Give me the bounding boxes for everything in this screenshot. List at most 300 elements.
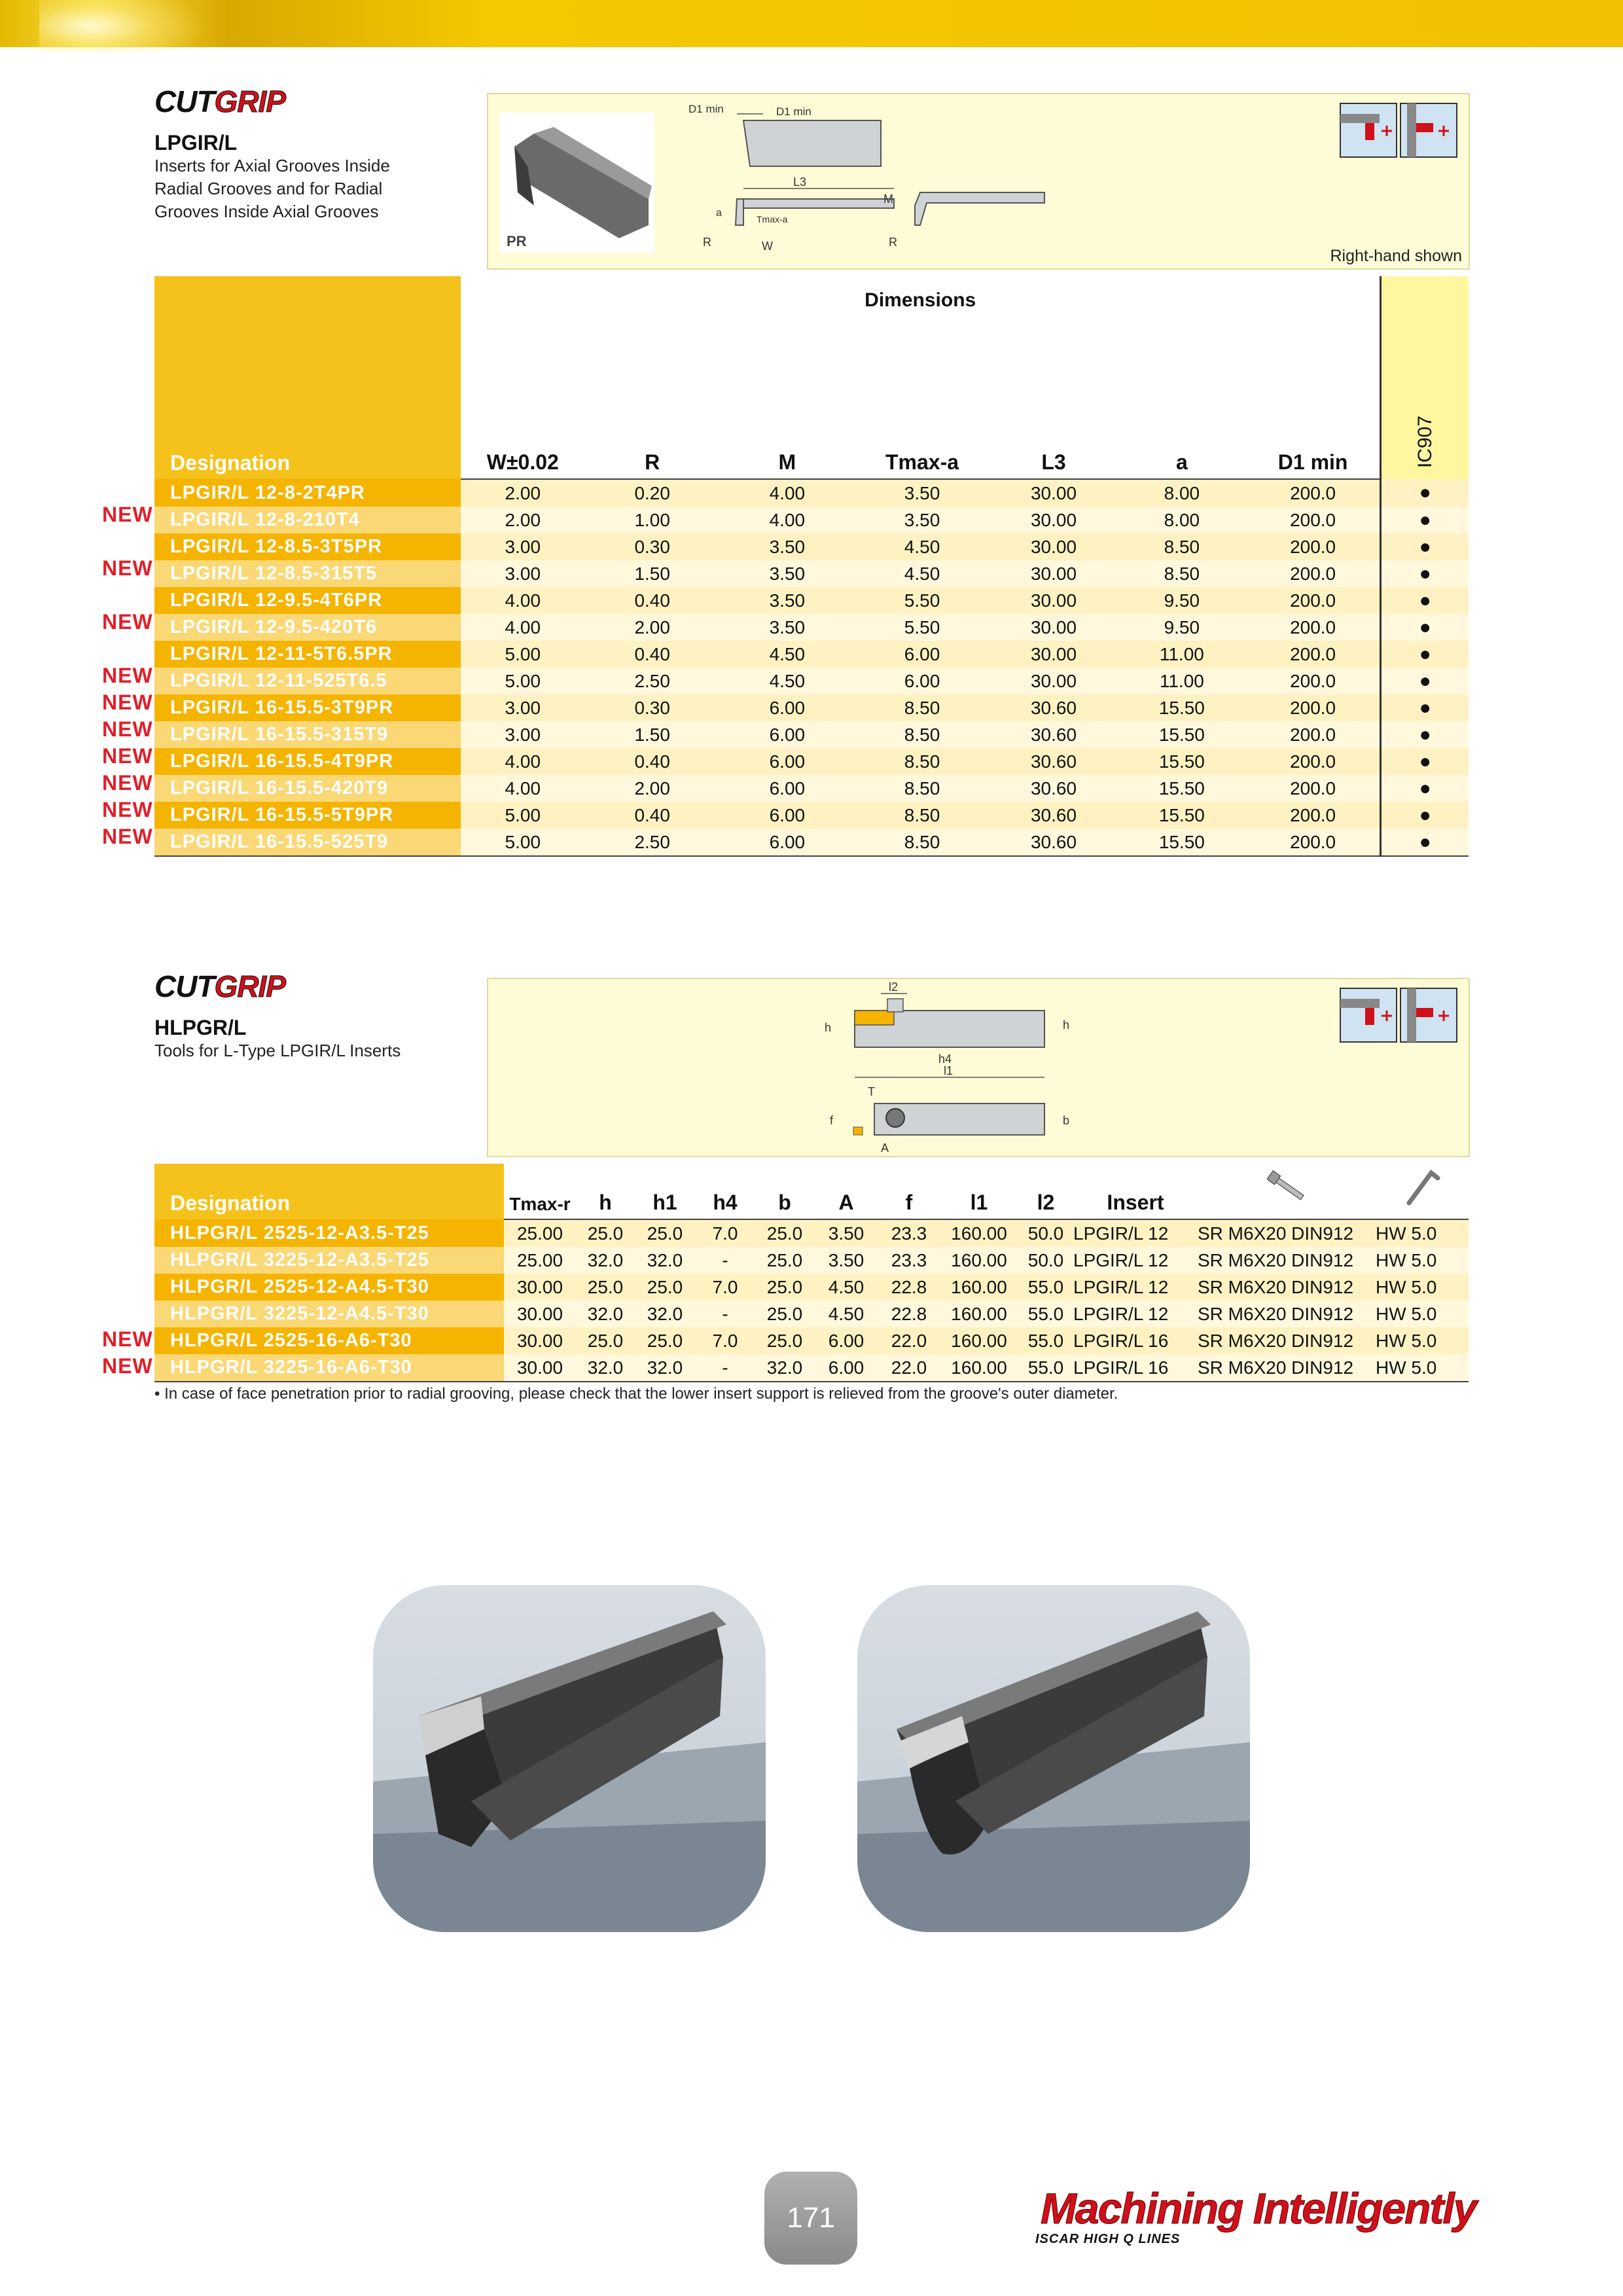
table-row bbox=[154, 1247, 1469, 1274]
radial-groove-icon bbox=[1400, 103, 1457, 157]
value-cell: 25.0 bbox=[755, 1219, 814, 1247]
value-cell: 200.0 bbox=[1246, 668, 1381, 694]
value-cell: 200.0 bbox=[1246, 775, 1381, 802]
designation-cell: LPGIR/L 12-8-2T4PR bbox=[154, 479, 461, 507]
value-cell: 15.50 bbox=[1118, 694, 1246, 721]
value-cell: 200.0 bbox=[1246, 507, 1381, 533]
value-cell: 23.3 bbox=[878, 1247, 940, 1274]
value-cell: - bbox=[695, 1300, 755, 1327]
b-label: b bbox=[1063, 1114, 1070, 1127]
table-row bbox=[154, 1327, 1469, 1354]
footnote: • In case of face penetration prior to radial grooving, please check that the lower insert support is relieved from the groove's outer diameter. bbox=[154, 1385, 1118, 1403]
value-cell: 15.50 bbox=[1118, 775, 1246, 802]
value-cell: 4.50 bbox=[720, 641, 855, 668]
l2-label: l2 bbox=[889, 980, 899, 994]
value-cell: 30.00 bbox=[990, 507, 1118, 533]
value-cell: 8.00 bbox=[1118, 479, 1246, 507]
grade-availability-dot: ● bbox=[1381, 802, 1469, 829]
table-row bbox=[154, 802, 1469, 829]
new-badge: NEW bbox=[102, 717, 153, 741]
value-cell: 2.50 bbox=[585, 668, 720, 694]
dimensions-header: Dimensions bbox=[461, 276, 1381, 448]
value-cell: 30.00 bbox=[990, 668, 1118, 694]
r2-label: R bbox=[889, 236, 897, 249]
value-cell: LPGIR/L 16 bbox=[1073, 1327, 1198, 1354]
grade-availability-dot: ● bbox=[1381, 641, 1469, 668]
value-cell: 4.00 bbox=[720, 479, 855, 507]
value-cell: 22.8 bbox=[878, 1274, 940, 1300]
value-cell: 5.00 bbox=[461, 829, 585, 856]
value-cell: 7.0 bbox=[695, 1274, 755, 1300]
section2-title: HLPGR/L bbox=[154, 1016, 247, 1039]
value-cell: 15.50 bbox=[1118, 802, 1246, 829]
section1-title: LPGIR/L bbox=[154, 131, 238, 154]
insert-drawing bbox=[488, 94, 1469, 268]
grade-availability-dot: ● bbox=[1381, 587, 1469, 614]
value-cell: 160.00 bbox=[940, 1247, 1018, 1274]
value-cell: 6.00 bbox=[720, 829, 855, 856]
value-cell: 3.50 bbox=[720, 614, 855, 641]
designation-cell: LPGIR/L 16-15.5-420T9 bbox=[154, 775, 461, 802]
grade-availability-dot: ● bbox=[1381, 775, 1469, 802]
value-cell: HW 5.0 bbox=[1376, 1327, 1469, 1354]
value-cell: 5.50 bbox=[855, 614, 990, 641]
value-cell: 200.0 bbox=[1246, 721, 1381, 748]
value-cell: 1.00 bbox=[585, 507, 720, 533]
value-cell: - bbox=[695, 1247, 755, 1274]
r-label: R bbox=[703, 236, 711, 249]
new-badge: NEW bbox=[102, 825, 153, 848]
value-cell: 2.50 bbox=[585, 829, 720, 856]
new-badge: NEW bbox=[102, 1327, 153, 1351]
value-cell: 30.00 bbox=[990, 614, 1118, 641]
value-cell: 3.50 bbox=[720, 560, 855, 587]
toolholder-table-header bbox=[154, 1164, 1469, 1219]
value-cell: 5.00 bbox=[461, 668, 585, 694]
col-a: a bbox=[1118, 448, 1246, 479]
value-cell: 30.60 bbox=[990, 802, 1118, 829]
m-label: M bbox=[883, 192, 893, 206]
h-left-label: h bbox=[825, 1021, 832, 1034]
col-key bbox=[1376, 1164, 1469, 1219]
new-badge: NEW bbox=[102, 610, 153, 634]
col-insert: Insert bbox=[1073, 1164, 1198, 1219]
value-cell: LPGIR/L 12 bbox=[1073, 1219, 1198, 1247]
table-row bbox=[154, 748, 1469, 775]
new-badge: NEW bbox=[102, 664, 153, 687]
value-cell: 200.0 bbox=[1246, 587, 1381, 614]
col-tmax-a: Tmax-a bbox=[855, 448, 990, 479]
value-cell: HW 5.0 bbox=[1376, 1354, 1469, 1382]
value-cell: 2.00 bbox=[461, 507, 585, 533]
value-cell: 25.00 bbox=[504, 1219, 576, 1247]
value-cell: 200.0 bbox=[1246, 694, 1381, 721]
value-cell: 2.00 bbox=[461, 479, 585, 507]
value-cell: 30.00 bbox=[504, 1300, 576, 1327]
value-cell: 32.0 bbox=[635, 1354, 695, 1382]
ic907-grade-header: IC907 bbox=[1381, 276, 1469, 479]
right-hand-note: Right-hand shown bbox=[1330, 247, 1462, 265]
designation-cell: HLPGR/L 3225-16-A6-T30 bbox=[154, 1354, 504, 1382]
value-cell: 30.60 bbox=[990, 721, 1118, 748]
value-cell: SR M6X20 DIN912 bbox=[1198, 1300, 1376, 1327]
value-cell: 5.50 bbox=[855, 587, 990, 614]
page-number: 171 bbox=[764, 2172, 857, 2265]
hex-key-icon bbox=[1402, 1164, 1442, 1210]
value-cell: 8.50 bbox=[855, 694, 990, 721]
value-cell: 160.00 bbox=[940, 1219, 1018, 1247]
col-w: W±0.02 bbox=[461, 448, 585, 479]
insert-table-header-top bbox=[154, 276, 1469, 448]
new-badge: NEW bbox=[102, 691, 153, 714]
designation-cell: LPGIR/L 12-8-210T4 bbox=[154, 507, 461, 533]
value-cell: 6.00 bbox=[814, 1327, 878, 1354]
value-cell: HW 5.0 bbox=[1376, 1300, 1469, 1327]
value-cell: 23.3 bbox=[878, 1219, 940, 1247]
value-cell: 32.0 bbox=[576, 1300, 635, 1327]
table-row bbox=[154, 1354, 1469, 1382]
value-cell: 25.0 bbox=[635, 1327, 695, 1354]
col-h4: h4 bbox=[695, 1164, 755, 1219]
value-cell: 8.50 bbox=[1118, 533, 1246, 560]
grade-availability-dot: ● bbox=[1381, 829, 1469, 856]
value-cell: 7.0 bbox=[695, 1219, 755, 1247]
tmax-label: Tmax-a bbox=[757, 214, 788, 224]
col-l3: L3 bbox=[990, 448, 1118, 479]
value-cell: 25.0 bbox=[755, 1327, 814, 1354]
value-cell: 25.0 bbox=[576, 1219, 635, 1247]
value-cell: LPGIR/L 12 bbox=[1073, 1274, 1198, 1300]
value-cell: 25.0 bbox=[635, 1274, 695, 1300]
value-cell: LPGIR/L 16 bbox=[1073, 1354, 1198, 1382]
value-cell: 3.00 bbox=[461, 533, 585, 560]
grade-availability-dot: ● bbox=[1381, 479, 1469, 507]
value-cell: 5.00 bbox=[461, 802, 585, 829]
col-m: M bbox=[720, 448, 855, 479]
designation-cell: HLPGR/L 2525-12-A3.5-T25 bbox=[154, 1219, 504, 1247]
value-cell: 0.30 bbox=[585, 533, 720, 560]
value-cell: 6.00 bbox=[720, 748, 855, 775]
pr-label: PR bbox=[507, 233, 527, 249]
value-cell: - bbox=[695, 1354, 755, 1382]
value-cell: 6.00 bbox=[855, 668, 990, 694]
value-cell: 4.00 bbox=[461, 775, 585, 802]
section1-description: Inserts for Axial Grooves Inside Radial Grooves and for Radial Grooves Inside Axial Grooves bbox=[154, 156, 390, 221]
grade-availability-dot: ● bbox=[1381, 694, 1469, 721]
value-cell: 6.00 bbox=[855, 641, 990, 668]
grade-availability-dot: ● bbox=[1381, 721, 1469, 748]
value-cell: 15.50 bbox=[1118, 829, 1246, 856]
value-cell: 9.50 bbox=[1118, 587, 1246, 614]
new-badge: NEW bbox=[102, 556, 153, 580]
value-cell: 22.8 bbox=[878, 1300, 940, 1327]
value-cell: 3.50 bbox=[855, 479, 990, 507]
value-cell: 11.00 bbox=[1118, 668, 1246, 694]
designation-cell: LPGIR/L 12-9.5-420T6 bbox=[154, 614, 461, 641]
value-cell: 160.00 bbox=[940, 1274, 1018, 1300]
value-cell: 25.0 bbox=[755, 1247, 814, 1274]
col-d1-min: D1 min bbox=[1246, 448, 1381, 479]
value-cell: 0.40 bbox=[585, 587, 720, 614]
l1-label: l1 bbox=[944, 1064, 954, 1077]
value-cell: 25.0 bbox=[576, 1327, 635, 1354]
axial-groove-icon-2 bbox=[1340, 988, 1397, 1042]
iscar-high-q-lines: ISCAR HIGH Q LINES bbox=[1035, 2232, 1181, 2246]
table-row bbox=[154, 1219, 1469, 1247]
cutgrip-logo: CUTGRIP bbox=[154, 84, 286, 118]
value-cell: 4.50 bbox=[814, 1300, 878, 1327]
designation-cell: HLPGR/L 3225-12-A4.5-T30 bbox=[154, 1300, 504, 1327]
value-cell: 0.40 bbox=[585, 748, 720, 775]
value-cell: SR M6X20 DIN912 bbox=[1198, 1327, 1376, 1354]
d1min-label-a: D1 min bbox=[688, 103, 724, 115]
t-label: T bbox=[868, 1085, 875, 1098]
new-badge: NEW bbox=[102, 1354, 153, 1378]
section2-description: Tools for L-Type LPGIR/L Inserts bbox=[154, 1041, 401, 1060]
table-row bbox=[154, 721, 1469, 748]
value-cell: 30.00 bbox=[504, 1327, 576, 1354]
value-cell: 7.0 bbox=[695, 1327, 755, 1354]
section1-figure bbox=[487, 93, 1470, 270]
value-cell: 200.0 bbox=[1246, 802, 1381, 829]
slogan: Machining Intelligently bbox=[1041, 2184, 1476, 2233]
col-A: A bbox=[814, 1164, 878, 1219]
value-cell: 8.00 bbox=[1118, 507, 1246, 533]
value-cell: 30.00 bbox=[990, 587, 1118, 614]
designation-cell: HLPGR/L 2525-16-A6-T30 bbox=[154, 1327, 504, 1354]
value-cell: 15.50 bbox=[1118, 748, 1246, 775]
value-cell: 30.00 bbox=[990, 641, 1118, 668]
value-cell: SR M6X20 DIN912 bbox=[1198, 1354, 1376, 1382]
table-row bbox=[154, 1274, 1469, 1300]
table-row bbox=[154, 775, 1469, 802]
table-row bbox=[154, 614, 1469, 641]
designation-cell: LPGIR/L 12-11-5T6.5PR bbox=[154, 641, 461, 668]
toolholder-table bbox=[154, 1164, 1469, 1382]
designation-cell: LPGIR/L 12-9.5-4T6PR bbox=[154, 587, 461, 614]
screw-icon bbox=[1267, 1164, 1306, 1210]
insert-photo bbox=[500, 113, 654, 253]
value-cell: 0.30 bbox=[585, 694, 720, 721]
table-row bbox=[154, 507, 1469, 533]
insert-radius-image bbox=[857, 1585, 1250, 1932]
col-l1: l1 bbox=[940, 1164, 1018, 1219]
grade-availability-dot: ● bbox=[1381, 668, 1469, 694]
new-badge: NEW bbox=[102, 798, 153, 821]
value-cell: 6.00 bbox=[720, 721, 855, 748]
value-cell: 5.00 bbox=[461, 641, 585, 668]
value-cell: SR M6X20 DIN912 bbox=[1198, 1219, 1376, 1247]
value-cell: 3.00 bbox=[461, 560, 585, 587]
value-cell: SR M6X20 DIN912 bbox=[1198, 1274, 1376, 1300]
value-cell: 30.00 bbox=[990, 533, 1118, 560]
l3-label: L3 bbox=[793, 175, 807, 188]
insert-photo-radius bbox=[857, 1585, 1250, 1932]
radial-groove-icon-2 bbox=[1400, 988, 1457, 1042]
designation-cell: LPGIR/L 16-15.5-3T9PR bbox=[154, 694, 461, 721]
designation-cell: LPGIR/L 12-8.5-315T5 bbox=[154, 560, 461, 587]
banner-highlight bbox=[39, 0, 209, 52]
value-cell: 3.50 bbox=[720, 587, 855, 614]
value-cell: 11.00 bbox=[1118, 641, 1246, 668]
value-cell: 25.0 bbox=[576, 1274, 635, 1300]
value-cell: 30.00 bbox=[504, 1274, 576, 1300]
col-screw bbox=[1198, 1164, 1376, 1219]
value-cell: 200.0 bbox=[1246, 533, 1381, 560]
value-cell: 9.50 bbox=[1118, 614, 1246, 641]
col-f: f bbox=[878, 1164, 940, 1219]
section2-figure bbox=[487, 978, 1470, 1157]
value-cell: 25.0 bbox=[755, 1274, 814, 1300]
value-cell: 55.0 bbox=[1018, 1354, 1073, 1382]
value-cell: LPGIR/L 12 bbox=[1073, 1300, 1198, 1327]
value-cell: SR M6X20 DIN912 bbox=[1198, 1247, 1376, 1274]
value-cell: 25.0 bbox=[755, 1300, 814, 1327]
value-cell: 30.60 bbox=[990, 694, 1118, 721]
value-cell: 3.50 bbox=[814, 1219, 878, 1247]
value-cell: 200.0 bbox=[1246, 560, 1381, 587]
value-cell: 4.50 bbox=[855, 533, 990, 560]
designation-cell: HLPGR/L 3225-12-A3.5-T25 bbox=[154, 1247, 504, 1274]
col-tmax-r: Tmax-r bbox=[504, 1164, 576, 1219]
value-cell: 4.50 bbox=[855, 560, 990, 587]
value-cell: 25.00 bbox=[504, 1247, 576, 1274]
table-row bbox=[154, 587, 1469, 614]
value-cell: 3.50 bbox=[814, 1247, 878, 1274]
value-cell: 15.50 bbox=[1118, 721, 1246, 748]
designation-header-2: Designation bbox=[154, 1164, 504, 1219]
insert-table bbox=[154, 276, 1469, 857]
value-cell: 32.0 bbox=[576, 1247, 635, 1274]
col-l2: l2 bbox=[1018, 1164, 1073, 1219]
table-row bbox=[154, 560, 1469, 587]
table-row bbox=[154, 479, 1469, 507]
value-cell: 32.0 bbox=[635, 1300, 695, 1327]
value-cell: LPGIR/L 12 bbox=[1073, 1247, 1198, 1274]
value-cell: 200.0 bbox=[1246, 614, 1381, 641]
new-badge: NEW bbox=[102, 744, 153, 768]
col-h: h bbox=[576, 1164, 635, 1219]
value-cell: 55.0 bbox=[1018, 1274, 1073, 1300]
value-cell: 0.20 bbox=[585, 479, 720, 507]
designation-cell: HLPGR/L 2525-12-A4.5-T30 bbox=[154, 1274, 504, 1300]
grade-availability-dot: ● bbox=[1381, 614, 1469, 641]
value-cell: 32.0 bbox=[576, 1354, 635, 1382]
value-cell: 2.00 bbox=[585, 614, 720, 641]
value-cell: 8.50 bbox=[855, 802, 990, 829]
value-cell: 200.0 bbox=[1246, 641, 1381, 668]
value-cell: 2.00 bbox=[585, 775, 720, 802]
value-cell: 160.00 bbox=[940, 1300, 1018, 1327]
value-cell: HW 5.0 bbox=[1376, 1247, 1469, 1274]
insert-pr-image bbox=[373, 1585, 766, 1932]
value-cell: 3.50 bbox=[720, 533, 855, 560]
value-cell: 3.50 bbox=[855, 507, 990, 533]
value-cell: 200.0 bbox=[1246, 829, 1381, 856]
designation-cell: LPGIR/L 16-15.5-4T9PR bbox=[154, 748, 461, 775]
grade-availability-dot: ● bbox=[1381, 748, 1469, 775]
col-b: b bbox=[755, 1164, 814, 1219]
value-cell: 6.00 bbox=[814, 1354, 878, 1382]
value-cell: 4.00 bbox=[461, 587, 585, 614]
value-cell: 4.50 bbox=[720, 668, 855, 694]
value-cell: 4.00 bbox=[461, 614, 585, 641]
value-cell: 30.60 bbox=[990, 775, 1118, 802]
value-cell: 3.00 bbox=[461, 721, 585, 748]
value-cell: 8.50 bbox=[855, 829, 990, 856]
value-cell: 30.00 bbox=[504, 1354, 576, 1382]
cutgrip-logo-2: CUTGRIP bbox=[154, 969, 286, 1003]
insert-photo-pr bbox=[373, 1585, 766, 1932]
designation-cell: LPGIR/L 16-15.5-525T9 bbox=[154, 829, 461, 856]
value-cell: 55.0 bbox=[1018, 1327, 1073, 1354]
value-cell: 30.00 bbox=[990, 479, 1118, 507]
value-cell: 160.00 bbox=[940, 1354, 1018, 1382]
grade-availability-dot: ● bbox=[1381, 507, 1469, 533]
value-cell: 1.50 bbox=[585, 560, 720, 587]
a2-label: A bbox=[881, 1141, 889, 1155]
designation-cell: LPGIR/L 16-15.5-315T9 bbox=[154, 721, 461, 748]
value-cell: 8.50 bbox=[1118, 560, 1246, 587]
a-label: a bbox=[716, 207, 722, 219]
value-cell: HW 5.0 bbox=[1376, 1219, 1469, 1247]
table-row bbox=[154, 668, 1469, 694]
d1min-label-b: D1 min bbox=[776, 105, 812, 118]
designation-header: Designation bbox=[154, 276, 461, 479]
h-right-label: h bbox=[1063, 1018, 1070, 1031]
new-badge: NEW bbox=[102, 503, 153, 526]
col-r: R bbox=[585, 448, 720, 479]
axial-groove-icon bbox=[1340, 103, 1397, 157]
value-cell: 6.00 bbox=[720, 775, 855, 802]
table-row bbox=[154, 694, 1469, 721]
value-cell: 32.0 bbox=[635, 1247, 695, 1274]
value-cell: 4.00 bbox=[461, 748, 585, 775]
value-cell: 0.40 bbox=[585, 802, 720, 829]
table-row bbox=[154, 1300, 1469, 1327]
value-cell: 200.0 bbox=[1246, 479, 1381, 507]
new-badge: NEW bbox=[102, 771, 153, 795]
value-cell: 22.0 bbox=[878, 1354, 940, 1382]
value-cell: 30.60 bbox=[990, 748, 1118, 775]
value-cell: 200.0 bbox=[1246, 748, 1381, 775]
designation-cell: LPGIR/L 12-11-525T6.5 bbox=[154, 668, 461, 694]
toolholder-drawing bbox=[488, 979, 1469, 1156]
value-cell: 8.50 bbox=[855, 748, 990, 775]
value-cell: 8.50 bbox=[855, 775, 990, 802]
value-cell: 4.00 bbox=[720, 507, 855, 533]
value-cell: 22.0 bbox=[878, 1327, 940, 1354]
value-cell: 50.0 bbox=[1018, 1219, 1073, 1247]
f-label: f bbox=[830, 1114, 834, 1127]
grade-availability-dot: ● bbox=[1381, 560, 1469, 587]
value-cell: 30.60 bbox=[990, 829, 1118, 856]
designation-cell: LPGIR/L 12-8.5-3T5PR bbox=[154, 533, 461, 560]
top-banner bbox=[0, 0, 1623, 47]
value-cell: 1.50 bbox=[585, 721, 720, 748]
value-cell: 4.50 bbox=[814, 1274, 878, 1300]
value-cell: 6.00 bbox=[720, 694, 855, 721]
grade-availability-dot: ● bbox=[1381, 533, 1469, 560]
table-row bbox=[154, 533, 1469, 560]
col-h1: h1 bbox=[635, 1164, 695, 1219]
value-cell: HW 5.0 bbox=[1376, 1274, 1469, 1300]
value-cell: 30.00 bbox=[990, 560, 1118, 587]
value-cell: 3.00 bbox=[461, 694, 585, 721]
table-row bbox=[154, 641, 1469, 668]
value-cell: 6.00 bbox=[720, 802, 855, 829]
value-cell: 25.0 bbox=[635, 1219, 695, 1247]
